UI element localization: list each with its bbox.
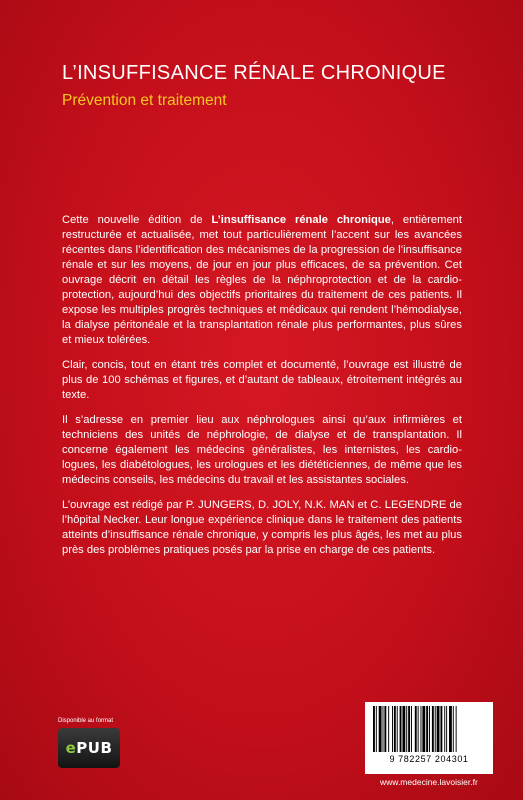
isbn-number: 9 782257 204301	[389, 754, 469, 764]
paragraph-audience: Il s’adresse en premier lieu aux néphrologues ainsi qu’aux infirmières et techniciens des unités de néphrologie, de dialyse et de transplantation. Il concerne également les médecins généralistes, les internistes, les cardio-logues, les diabétologues, les urologues et les diététiciennes, de même que les médecins conseils, les médecins du travail et les assistantes sociales.	[62, 414, 462, 486]
epub-badge	[58, 728, 120, 768]
book-title: L’INSUFFISANCE RÉNALE CHRONIQUE	[62, 62, 446, 84]
epub-logo-icon: ePUB	[65, 739, 113, 757]
book-title-inline: L’insuffisance rénale chronique	[211, 214, 391, 226]
paragraph-content: Clair, concis, tout en étant très complet et documenté, l’ouvrage est illustré de plus de 100 schémas et figures, et d’autant de tableaux, étroitement intégrés au texte.	[62, 359, 462, 401]
epub-caption: Disponible au format	[58, 718, 114, 724]
barcode-icon	[371, 706, 487, 754]
book-subtitle: Prévention et traitement	[62, 92, 227, 109]
paragraph-intro: Cette nouvelle édition de L’insuffisance rénale chronique, entièrement restructurée et actualisée, met tout particulièrement l’accent sur les avancées récentes dans l’identification des mécanismes de la progression de l’insuffisance rénale et sur les moyens, de jour en jour plus efficaces, de sa prévention. Cet ouvrage décrit en détail les règles de la néphroprotection et de la cardio-protection, aujourd’hui des objectifs prioritaires du traitement de ces patients. Il expose les multiples progrès techniques et médicaux qui rendent l’hémodialyse, la dialyse péritonéale et la transplantation rénale plus performantes, plus sûres et mieux tolérées.	[62, 214, 462, 346]
barcode	[365, 702, 493, 774]
paragraph-authors: L’ouvrage est rédigé par P. JUNGERS, D. JOLY, N.K. MAN et C. LEGENDRE de l’hôpital Necker. Leur longue expérience clinique dans le traitement des patients atteints d’insuffisance rénale chronique, y compris les plus âgés, les met au plus près des problèmes pratiques posés par la prise en charge de ces patients.	[62, 499, 462, 556]
description-text	[62, 213, 462, 568]
publisher-website: www.medecine.lavoisier.fr	[380, 777, 478, 787]
